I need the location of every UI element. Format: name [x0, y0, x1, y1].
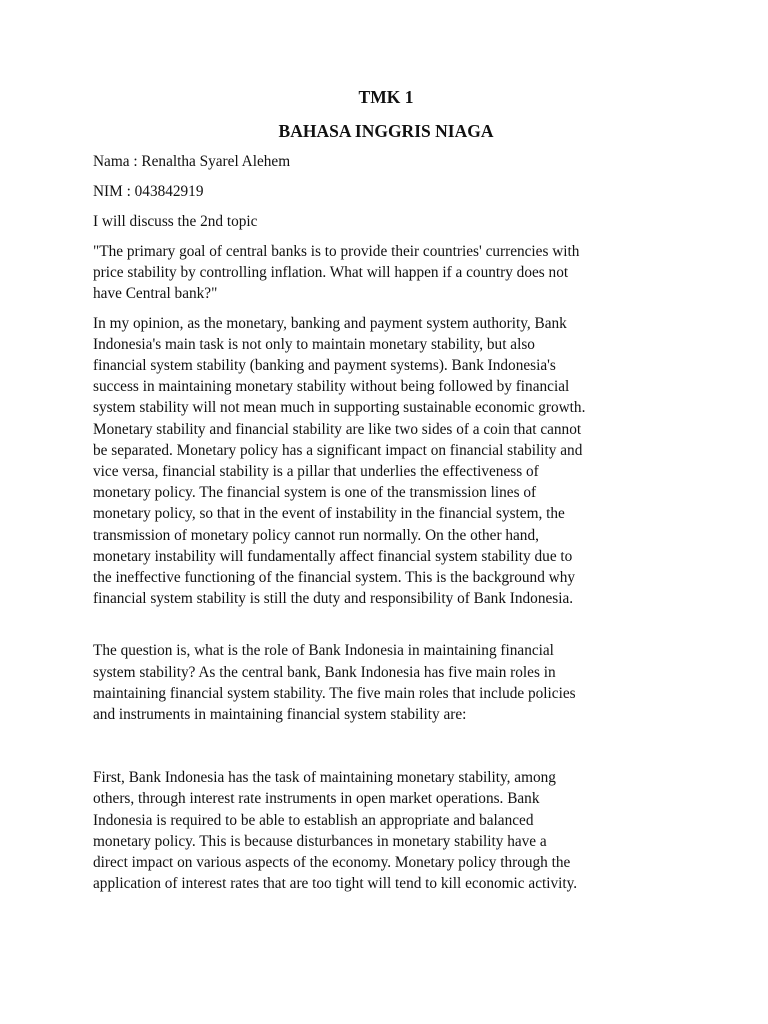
topic-quote [93, 241, 679, 305]
paragraph-line: system stability? As the central bank, Bank Indonesia has five main roles in [93, 663, 556, 681]
paragraph-line: system stability will not mean much in supporting sustainable economic growth. [93, 399, 586, 417]
student-id-line: NIM : 043842919 [93, 183, 204, 200]
document-page [93, 86, 679, 894]
paragraph-first-role [93, 767, 679, 894]
paragraph-line: In my opinion, as the monetary, banking and payment system authority, Bank [93, 314, 567, 332]
paragraph-line: monetary policy. This is because disturbances in monetary stability have a [93, 832, 547, 850]
paragraph-line: and instruments in maintaining financial system stability are: [93, 706, 467, 724]
paragraph-line: success in maintaining monetary stability without being followed by financial [93, 378, 570, 396]
quote-line: have Central bank?" [93, 285, 218, 303]
paragraph-line: Indonesia's main task is not only to maintain monetary stability, but also [93, 335, 535, 353]
paragraph-line: Indonesia is required to be able to establish an appropriate and balanced [93, 811, 534, 829]
paragraph-line: financial system stability (banking and payment systems). Bank Indonesia's [93, 357, 556, 375]
document-title: TMK 1 [358, 87, 414, 107]
paragraph-line: direct impact on various aspects of the economy. Monetary policy through the [93, 854, 571, 872]
paragraph-line: financial system stability is still the duty and responsibility of Bank Indonesia. [93, 590, 574, 608]
paragraph-line: the ineffective functioning of the financial system. This is the background why [93, 569, 576, 587]
paragraph-line: others, through interest rate instruments in open market operations. Bank [93, 790, 540, 808]
paragraph-line: monetary policy, so that in the event of instability in the financial system, the [93, 505, 565, 523]
quote-line: price stability by controlling inflation. What will happen if a country does not [93, 264, 569, 282]
paragraph-line: be separated. Monetary policy has a significant impact on financial stability and [93, 441, 583, 459]
paragraph-line: The question is, what is the role of Bank Indonesia in maintaining financial [93, 642, 554, 660]
paragraph-line: First, Bank Indonesia has the task of maintaining monetary stability, among [93, 769, 556, 787]
paragraph-line: application of interest rates that are too tight will tend to kill economic activity. [93, 875, 578, 893]
paragraph-line: monetary policy. The financial system is one of the transmission lines of [93, 484, 537, 502]
paragraph-opinion [93, 313, 679, 610]
paragraph-question [93, 640, 679, 725]
paragraph-line: transmission of monetary policy cannot run normally. On the other hand, [93, 526, 539, 544]
paragraph-line: Monetary stability and financial stability are like two sides of a coin that cannot [93, 420, 582, 438]
student-name-line: Nama : Renaltha Syarel Alehem [93, 153, 291, 170]
paragraph-line: maintaining financial system stability. The five main roles that include policies [93, 684, 576, 702]
paragraph-line: monetary instability will fundamentally affect financial system stability due to [93, 547, 573, 565]
document-subtitle: BAHASA INGGRIS NIAGA [278, 121, 494, 141]
quote-line: "The primary goal of central banks is to provide their countries' currencies with [93, 243, 580, 260]
paragraph-line: vice versa, financial stability is a pillar that underlies the effectiveness of [93, 463, 539, 481]
topic-line: I will discuss the 2nd topic [93, 213, 258, 230]
